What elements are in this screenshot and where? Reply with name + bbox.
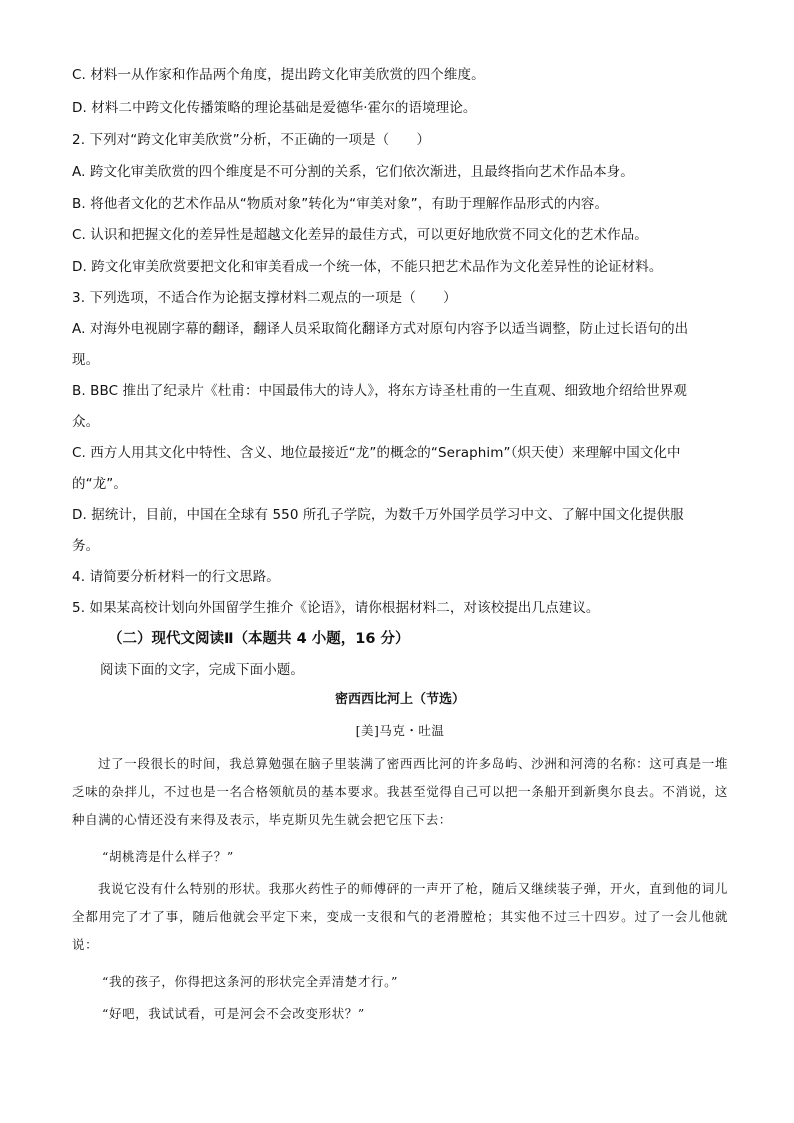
question-3-option-c: C. 西方人用其文化中特性、含义、地位最接近“龙”的概念的“Seraphim”（炽天使）来理解中国文化中 [72, 445, 681, 461]
question-4: 4. 请简要分析材料一的行文思路。 [72, 569, 280, 585]
question-2-option-d: D. 跨文化审美欣赏要把文化和审美看成一个统一体，不能只把艺术品作为文化差异性的论证材料。 [72, 259, 663, 275]
question-5: 5. 如果某高校计划向外国留学生推介《论语》，请你根据材料二，对该校提出几点建议。 [72, 600, 600, 616]
question-3-option-d-cont: 务。 [72, 538, 100, 554]
question-3: 3. 下列选项，不适合作为论据支撑材料二观点的一项是（ ） [72, 290, 457, 306]
question-3-option-a: A. 对海外电视剧字幕的翻译，翻译人员采取简化翻译方式对原句内容予以适当调整，防止过长语句的出 [72, 321, 689, 337]
passage-author: [美]马克・吐温 [355, 723, 445, 738]
question-2: 2. 下列对“跨文化审美欣赏”分析，不正确的一项是（ ） [72, 132, 431, 148]
option-c-line: C. 材料一从作家和作品两个角度，提出跨文化审美欣赏的四个维度。 [72, 67, 485, 83]
passage-paragraph-4: “我的孩子，你得把这条河的形状完全弄清楚才行。” [102, 974, 398, 989]
section-instruction: 阅读下面的文字，完成下面小题。 [100, 662, 304, 678]
passage-paragraph-1: 过了一段很长的时间，我总算勉强在脑子里装满了密西西比河的许多岛屿、沙洲和河湾的名称：这可真是一堆乏味的杂拌儿，不过也是一名合格领航员的基本要求。我甚至觉得自己可以把一条船开到新奥尔良去。不消说，这种自满的心情还没有来得及表示，毕克斯贝先生就会把它压下去： [72, 756, 728, 827]
option-d-line: D. 材料二中跨文化传播策略的理论基础是爱德华·霍尔的语境理论。 [72, 100, 477, 116]
section-heading: （二）现代文阅读Ⅱ（本题共 4 小题，16 分） [108, 631, 410, 647]
question-3-option-d: D. 据统计，目前，中国在全球有 550 所孔子学院，为数千万外国学员学习中文、了解中国文化提供服 [72, 507, 684, 523]
passage-paragraph-3: 我说它没有什么特别的形状。我那火药性子的师傅砰的一声开了枪，随后又继续装子弹，开火，直到他的词儿全都用完了才了事，随后他就会平定下来，变成一支很和气的老滑膛枪；其实他不过三十四岁。过了一会儿他就说： [72, 881, 728, 952]
question-3-option-b-cont: 众。 [72, 414, 100, 430]
question-2-option-b: B. 将他者文化的艺术作品从“物质对象”转化为“审美对象”，有助于理解作品形式的内容。 [72, 196, 609, 212]
passage-paragraph-2: “胡桃湾是什么样子？” [102, 849, 234, 864]
question-3-option-a-cont: 现。 [72, 352, 100, 368]
question-3-option-c-cont: 的“龙”。 [72, 476, 127, 492]
question-3-option-b: B. BBC 推出了纪录片《杜甫：中国最伟大的诗人》，将东方诗圣杜甫的一生直观、细致地介绍给世界观 [72, 383, 687, 399]
passage-paragraph-5: “好吧，我试试看，可是河会不会改变形状？” [102, 1006, 365, 1021]
question-2-option-c: C. 认识和把握文化的差异性是超越文化差异的最佳方式，可以更好地欣赏不同文化的艺术作品。 [72, 227, 648, 243]
passage-title: 密西西比河上（节选） [334, 692, 465, 707]
question-2-option-a: A. 跨文化审美欣赏的四个维度是不可分割的关系，它们依次渐进，且最终指向艺术作品本身。 [72, 164, 634, 180]
